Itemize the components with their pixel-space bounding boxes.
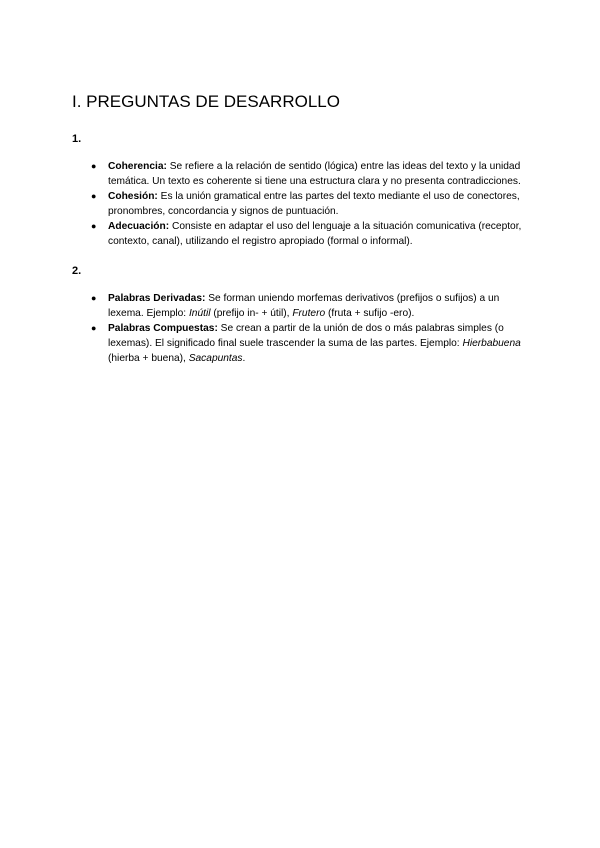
bullet-list [72, 159, 532, 249]
definition-text: Se forman uniendo morfemas derivativos (prefijos o sufijos) a un lexema. Ejemplo: [108, 293, 500, 319]
definition-text: (hierba + buena), [108, 353, 189, 364]
bullet-list [72, 291, 532, 366]
term-label: Palabras Compuestas: [108, 323, 218, 334]
list-item [91, 321, 532, 366]
example-word: Hierbabuena [462, 338, 521, 349]
term-label: Cohesión: [108, 191, 158, 202]
example-word: Sacapuntas [188, 353, 243, 364]
bullet-icon: ● [91, 323, 97, 333]
term-label: Palabras Derivadas: [108, 293, 206, 304]
term-label: Coherencia: [108, 161, 167, 172]
document-content [72, 92, 532, 382]
question-number: 1. [72, 133, 82, 145]
definition-text: Es la unión gramatical entre las partes del texto mediante el uso de conectores, pronombres, concordancia y signos de puntuación. [108, 191, 520, 217]
list-item [91, 219, 532, 249]
question-section-2 [72, 265, 532, 366]
definition-text: . [242, 353, 246, 364]
bullet-icon: ● [91, 191, 97, 201]
bullet-icon: ● [91, 293, 97, 303]
definition-text: Se crean a partir de la unión de dos o más palabras simples (o lexemas). El significado final suele trascender la suma de las partes. Ejemplo: [108, 323, 504, 349]
list-item [91, 291, 532, 321]
example-word: Frutero [292, 308, 326, 319]
page-title: I. PREGUNTAS DE DESARROLLO [72, 92, 340, 111]
bullet-icon: ● [91, 221, 97, 231]
definition-text: (prefijo in- + útil), [210, 308, 293, 319]
bullet-icon: ● [91, 161, 97, 171]
question-section-1 [72, 133, 532, 249]
term-label: Adecuación: [108, 221, 170, 232]
list-item [91, 189, 532, 219]
example-word: Inútil [188, 308, 211, 319]
question-number: 2. [72, 265, 82, 277]
definition-text: Consiste en adaptar el uso del lenguaje a la situación comunicativa (receptor, contexto, canal), utilizando el registro apropiado (formal o informal). [108, 221, 522, 247]
definition-text: (fruta + sufijo -ero). [325, 308, 415, 319]
definition-text: Se refiere a la relación de sentido (lógica) entre las ideas del texto y la unidad temática. Un texto es coherente si tiene una estructura clara y no presenta contradicciones. [108, 161, 521, 187]
list-item [91, 159, 532, 189]
